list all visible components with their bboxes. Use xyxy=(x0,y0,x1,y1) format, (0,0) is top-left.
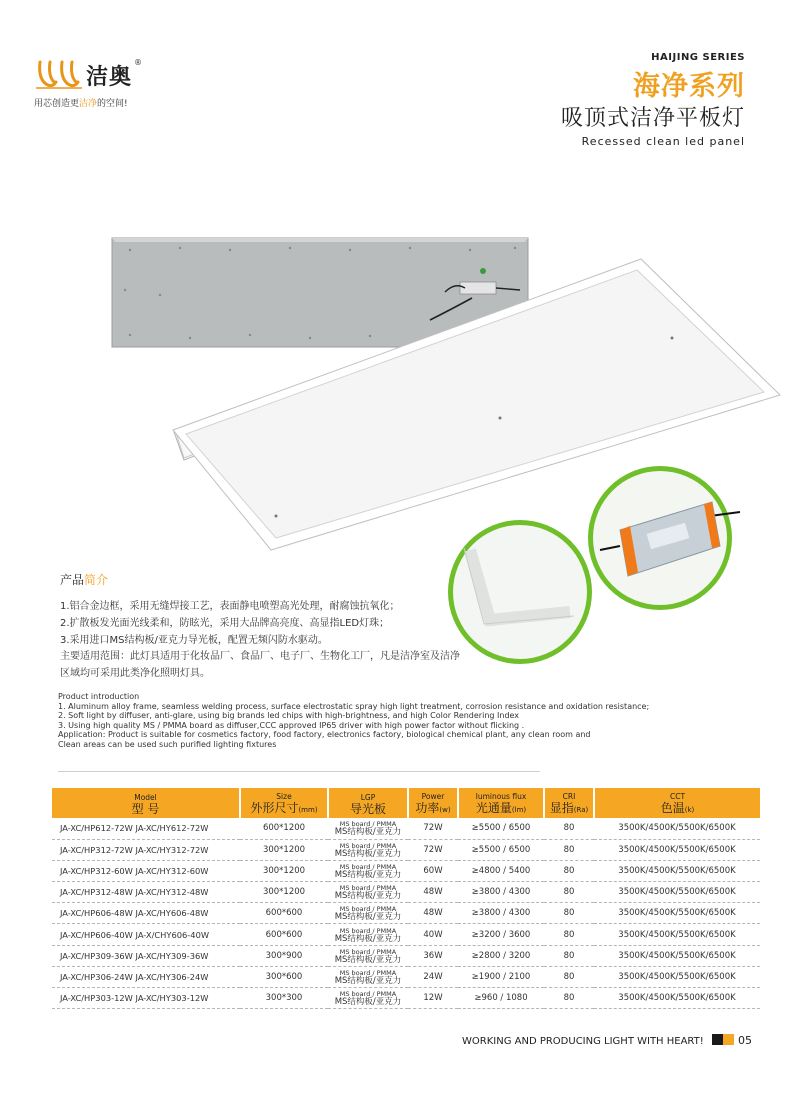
cell-flux: ≥3800 / 4300 xyxy=(458,903,544,924)
col-header-model xyxy=(52,788,240,818)
intro-en-item: 3. Using high quality MS / PMMA board as diffuser,CCC approved IP65 driver with high power factor without flicking . xyxy=(58,720,525,730)
cell-size: 300*1200 xyxy=(240,860,328,881)
cell-flux: ≥4800 / 5400 xyxy=(458,860,544,881)
cell-model: JA-XC/HP312-48W JA-XC/HY312-48W xyxy=(52,882,240,903)
lgp-cn: MS结构板/亚克力 xyxy=(334,912,402,923)
table-row xyxy=(52,882,760,903)
spec-table xyxy=(52,788,760,1009)
cell-cri: 80 xyxy=(544,903,594,924)
intro-feature-list xyxy=(60,598,480,649)
header-en: Model xyxy=(134,792,157,802)
cell-lgp xyxy=(328,818,408,839)
cell-cct: 3500K/4500K/5500K/6500K xyxy=(594,839,760,860)
cell-cct: 3500K/4500K/5500K/6500K xyxy=(594,945,760,966)
lgp-en: MS board / PMMA xyxy=(339,841,397,850)
table-row xyxy=(52,860,760,881)
intro-en-block xyxy=(58,692,758,750)
header-en: LGP xyxy=(360,792,376,802)
col-header-lgp xyxy=(328,788,408,818)
table-row xyxy=(52,945,760,966)
lgp-cn: MS结构板/亚克力 xyxy=(334,975,402,986)
section-divider xyxy=(58,771,540,772)
header-unit: (w) xyxy=(439,805,451,814)
cell-cct: 3500K/4500K/5500K/6500K xyxy=(594,966,760,987)
lgp-cn: MS结构板/亚克力 xyxy=(334,869,402,880)
lgp-en: MS board / PMMA xyxy=(339,820,397,829)
cell-power: 60W xyxy=(408,860,458,881)
header-en: CCT xyxy=(669,791,686,801)
brand-slogan xyxy=(34,96,128,109)
lgp-en: MS board / PMMA xyxy=(339,947,397,956)
intro-en-application: Application: Product is suitable for cosmetics factory, food factory, electronics factory, biological chemical plant, any clean room and xyxy=(58,730,591,740)
cell-cct: 3500K/4500K/5500K/6500K xyxy=(594,882,760,903)
cell-size: 300*1200 xyxy=(240,882,328,903)
slogan-part: 用芯创造更 xyxy=(34,99,80,109)
table-row xyxy=(52,988,760,1009)
cell-size: 300*900 xyxy=(240,945,328,966)
cell-cct: 3500K/4500K/5500K/6500K xyxy=(594,924,760,945)
header-cn: 型 号 xyxy=(131,801,160,816)
cell-model: JA-XC/HP306-24W JA-XC/HY306-24W xyxy=(52,966,240,987)
cell-flux: ≥5500 / 6500 xyxy=(458,839,544,860)
lgp-en: MS board / PMMA xyxy=(339,905,397,914)
table-row xyxy=(52,966,760,987)
header-unit: (mm) xyxy=(298,805,318,814)
intro-en-title: Product introduction xyxy=(58,692,140,701)
registered-mark: ® xyxy=(134,58,142,67)
slogan-highlight: 洁净 xyxy=(79,99,98,109)
product-en-title: Recessed clean led panel xyxy=(581,135,745,148)
cell-size: 300*1200 xyxy=(240,839,328,860)
driver-detail-badge xyxy=(588,466,740,610)
cell-power: 12W xyxy=(408,988,458,1009)
brand-logo xyxy=(34,58,164,108)
lgp-en: MS board / PMMA xyxy=(339,884,397,893)
cell-lgp xyxy=(328,860,408,881)
cell-cct: 3500K/4500K/5500K/6500K xyxy=(594,818,760,839)
cell-cri: 80 xyxy=(544,882,594,903)
header-cn: 色温 xyxy=(660,800,685,815)
cell-cri: 80 xyxy=(544,966,594,987)
cell-model: JA-XC/HP606-40W JA-X/CHY606-40W xyxy=(52,924,240,945)
intro-en-item: 2. Soft light by diffuser, anti-glare, using big brands led chips with high-brightness, and high Color Rendering Index xyxy=(58,711,520,721)
cell-cct: 3500K/4500K/5500K/6500K xyxy=(594,860,760,881)
cell-power: 40W xyxy=(408,924,458,945)
intro-en-application: Clean areas can be used such purified lighting fixtures xyxy=(58,739,277,749)
cell-flux: ≥3800 / 4300 xyxy=(458,882,544,903)
lgp-cn: MS结构板/亚克力 xyxy=(334,891,402,902)
cell-lgp xyxy=(328,966,408,987)
col-header-cct xyxy=(594,788,760,818)
cell-power: 72W xyxy=(408,818,458,839)
slogan-part: 的空间! xyxy=(97,99,128,109)
cell-flux: ≥960 / 1080 xyxy=(458,988,544,1009)
spec-table-header-row xyxy=(52,788,760,818)
cell-size: 600*600 xyxy=(240,903,328,924)
header-en: Power xyxy=(421,791,445,801)
intro-application xyxy=(60,648,480,682)
cell-size: 600*1200 xyxy=(240,818,328,839)
series-cn-title: 海净系列 xyxy=(633,71,745,102)
lgp-en: MS board / PMMA xyxy=(339,968,397,977)
header-cn: 外形尺寸 xyxy=(250,800,299,815)
col-header-cri xyxy=(544,788,594,818)
cell-lgp xyxy=(328,903,408,924)
cell-cri: 80 xyxy=(544,988,594,1009)
lgp-cn: MS结构板/亚克力 xyxy=(334,848,402,859)
footer-square-dark xyxy=(712,1034,723,1045)
product-cn-title: 吸顶式洁净平板灯 xyxy=(560,106,745,131)
lgp-cn: MS结构板/亚克力 xyxy=(334,827,402,838)
lgp-cn: MS结构板/亚克力 xyxy=(334,954,402,965)
cell-cct: 3500K/4500K/5500K/6500K xyxy=(594,988,760,1009)
intro-title xyxy=(60,571,108,588)
cell-flux: ≥2800 / 3200 xyxy=(458,945,544,966)
cell-lgp xyxy=(328,839,408,860)
header-cn: 功率 xyxy=(415,800,440,815)
lgp-cn: MS结构板/亚克力 xyxy=(334,997,402,1008)
footer-square-orange xyxy=(723,1034,734,1045)
intro-application-line: 区域均可采用此类净化照明灯具。 xyxy=(60,668,210,679)
table-row xyxy=(52,818,760,839)
header-en: Size xyxy=(276,791,292,801)
intro-title-highlight: 简介 xyxy=(84,573,109,587)
cell-flux: ≥3200 / 3600 xyxy=(458,924,544,945)
cell-model: JA-XC/HP612-72W JA-XC/HY612-72W xyxy=(52,818,240,839)
header-cn: 显指 xyxy=(549,800,574,815)
lgp-en: MS board / PMMA xyxy=(339,862,397,871)
intro-title-part: 产品 xyxy=(60,573,85,587)
footer-slogan: WORKING AND PRODUCING LIGHT WITH HEART! xyxy=(462,1036,704,1047)
header-cn: 光通量 xyxy=(475,800,512,815)
lgp-en: MS board / PMMA xyxy=(339,926,397,935)
header-unit: (Ra) xyxy=(573,805,589,814)
cell-model: JA-XC/HP606-48W JA-XC/HY606-48W xyxy=(52,903,240,924)
intro-feature-item: 3.采用进口MS结构板/亚克力导光板，配置无频闪防水驱动。 xyxy=(60,635,328,646)
cell-cri: 80 xyxy=(544,945,594,966)
cell-model: JA-XC/HP312-72W JA-XC/HY312-72W xyxy=(52,839,240,860)
cell-size: 300*600 xyxy=(240,966,328,987)
cell-lgp xyxy=(328,924,408,945)
header-unit: (lm) xyxy=(511,805,527,814)
cell-cri: 80 xyxy=(544,839,594,860)
col-header-size xyxy=(240,788,328,818)
cell-lgp xyxy=(328,882,408,903)
page-number: 05 xyxy=(738,1034,752,1047)
table-row xyxy=(52,839,760,860)
table-row xyxy=(52,903,760,924)
cell-cri: 80 xyxy=(544,924,594,945)
cell-power: 72W xyxy=(408,839,458,860)
header-en: luminous flux xyxy=(475,791,527,801)
series-en-title: HAIJING SERIES xyxy=(651,52,745,63)
cell-flux: ≥1900 / 2100 xyxy=(458,966,544,987)
cell-cct: 3500K/4500K/5500K/6500K xyxy=(594,903,760,924)
lgp-cn: MS结构板/亚克力 xyxy=(334,933,402,944)
cell-cri: 80 xyxy=(544,818,594,839)
header-unit: (k) xyxy=(684,805,695,814)
intro-feature-item: 1.铝合金边框，采用无缝焊接工艺，表面静电喷塑高光处理，耐腐蚀抗氧化； xyxy=(60,601,400,612)
cell-size: 600*600 xyxy=(240,924,328,945)
header-en: CRI xyxy=(562,791,576,801)
header-cn: 导光板 xyxy=(349,801,386,816)
cell-power: 48W xyxy=(408,882,458,903)
cell-lgp xyxy=(328,988,408,1009)
logo-mark-icon xyxy=(34,58,84,92)
cell-size: 300*300 xyxy=(240,988,328,1009)
col-header-flux xyxy=(458,788,544,818)
cell-model: JA-XC/HP303-12W JA-XC/HY303-12W xyxy=(52,988,240,1009)
cell-power: 48W xyxy=(408,903,458,924)
intro-application-line: 主要适用范围：此灯具适用于化妆品厂、食品厂、电子厂、生物化工厂，凡是洁净室及洁净 xyxy=(60,651,460,662)
cell-cri: 80 xyxy=(544,860,594,881)
intro-feature-item: 2.扩散板发光面光线柔和，防眩光，采用大品牌高亮度、高显指LED灯珠； xyxy=(60,618,390,629)
table-row xyxy=(52,924,760,945)
brand-name: 洁奥 xyxy=(86,65,133,90)
lgp-en: MS board / PMMA xyxy=(339,990,397,999)
cell-power: 36W xyxy=(408,945,458,966)
cell-power: 24W xyxy=(408,966,458,987)
cell-model: JA-XC/HP309-36W JA-XC/HY309-36W xyxy=(52,945,240,966)
intro-en-item: 1. Aluminum alloy frame, seamless welding process, surface electrostatic spray high light treatment, corrosion resistance and oxidation resistance; xyxy=(58,701,650,711)
cell-lgp xyxy=(328,945,408,966)
cell-flux: ≥5500 / 6500 xyxy=(458,818,544,839)
cell-model: JA-XC/HP312-60W JA-XC/HY312-60W xyxy=(52,860,240,881)
col-header-power xyxy=(408,788,458,818)
